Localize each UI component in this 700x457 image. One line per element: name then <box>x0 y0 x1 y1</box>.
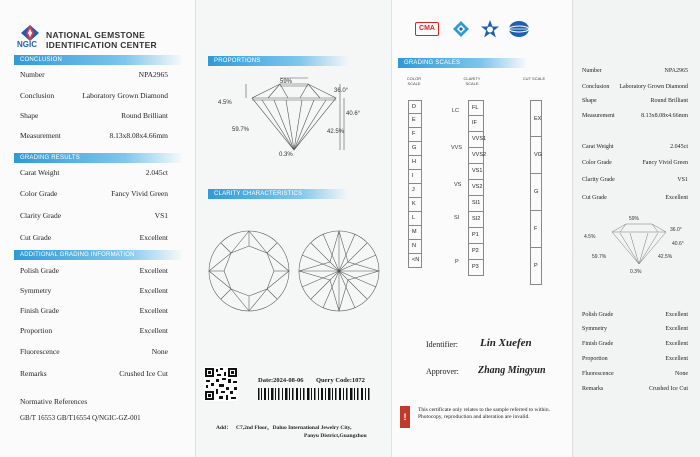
color-grade: H <box>408 156 422 170</box>
additional-row: Finish Grade Excellent <box>20 306 168 315</box>
cma-badge: CMA <box>415 22 439 36</box>
conclusion-row: Shape Round Brilliant <box>20 111 168 120</box>
clarity-grade: P1 <box>468 228 484 244</box>
color-grade: M <box>408 226 422 240</box>
additional-row: Proportion Excellent <box>20 326 168 335</box>
grading-row: Color Grade Fancy Vivid Green <box>20 189 168 198</box>
cut-grade: F <box>530 211 542 248</box>
summary-row: Remarks Crushed Ice Cut <box>582 386 688 392</box>
address-line1: C7,2nd Floor，Daluo International Jewelry City, <box>236 425 352 431</box>
accreditation-globe-icon <box>508 20 530 38</box>
summary-card-panel <box>574 0 700 457</box>
color-grade: K <box>408 198 422 212</box>
cut-scale-heading: CUT SCALE <box>522 76 546 81</box>
color-grade: G <box>408 142 422 156</box>
conclusion-row: Conclusion Laboratory Grown Diamond <box>20 91 168 100</box>
summary-row: Cut Grade Excellent <box>582 195 688 201</box>
additional-row: Polish Grade Excellent <box>20 266 168 275</box>
culet-label: 0.3% <box>279 152 293 158</box>
cut-grade: G <box>530 174 542 211</box>
color-grade: I <box>408 170 422 184</box>
address-label: Add： <box>216 425 232 431</box>
approver-signature: Zhang Mingyun <box>478 365 546 376</box>
clarity-grade: FL <box>468 100 484 116</box>
conclusion-row: Number NPA2965 <box>20 70 168 79</box>
normative-refs: GB/T 16553 GB/T16554 Q/NGIC-GZ-001 <box>20 414 141 422</box>
logo-text: NGIC <box>17 40 37 49</box>
proportions-panel <box>196 0 392 457</box>
section-conclusion: CONCLUSION <box>14 55 184 65</box>
clarity-grade: VS1 <box>468 164 484 180</box>
color-scale <box>408 100 422 268</box>
section-grading-scales: GRADING SCALES <box>398 58 528 68</box>
additional-row: Symmetry Excellent <box>20 286 168 295</box>
pavilion-angle-label: 40.6° <box>346 111 361 117</box>
notice-text: This certificate only relates to the sample referred to within. Photocopy, reproduction and alteration are invalid. <box>418 407 550 420</box>
crown-angle-label: 36.0° <box>334 88 349 94</box>
total-depth-label: 59.7% <box>232 127 250 133</box>
clarity-group: LC <box>452 108 460 114</box>
crown-plot-diagram <box>206 228 292 314</box>
color-grade: J <box>408 184 422 198</box>
mini-crown-angle-label: 36.0° <box>670 227 682 233</box>
cut-grade: EX <box>530 100 542 137</box>
additional-row: Remarks Crushed Ice Cut <box>20 369 168 378</box>
clarity-group: P <box>455 259 459 265</box>
certificate-front-panel <box>0 0 196 457</box>
report-date: Date:2024-08-06 <box>258 377 304 384</box>
color-grade: <N <box>408 254 422 268</box>
section-grading-results: GRADING RESULTS <box>14 153 184 163</box>
normative-title: Normative References <box>20 397 88 406</box>
accreditation-star-icon <box>480 19 500 39</box>
mini-pavilion-depth-label: 42.5% <box>658 254 673 260</box>
grading-row: Carat Weight 2.045ct <box>20 168 168 177</box>
section-clarity: CLARITY CHARACTERISTICS <box>208 189 348 199</box>
section-proportions: PROPORTIONS <box>208 56 348 66</box>
summary-row: Carat Weight 2.045ct <box>582 144 688 150</box>
color-grade: N <box>408 240 422 254</box>
summary-row: Measurement 8.13x8.08x4.66mm <box>582 113 688 119</box>
grading-row: Clarity Grade VS1 <box>20 211 168 220</box>
summary-row: Finish Grade Excellent <box>582 341 688 347</box>
diamond-profile-diagram <box>210 70 380 165</box>
color-scale-heading: COLOR SCALE <box>406 76 422 86</box>
color-grade: L <box>408 212 422 226</box>
address-line2: Panyu District,Guangzhou <box>304 433 367 439</box>
accreditation-diamond-icon <box>452 20 470 38</box>
barcode-icon <box>258 388 370 400</box>
warning-icon: ! <box>400 406 410 428</box>
pavilion-depth-label: 42.5% <box>327 129 345 135</box>
clarity-grade: P2 <box>468 244 484 260</box>
identifier-signature: Lin Xuefen <box>480 337 532 349</box>
mini-pavilion-angle-label: 40.6° <box>672 241 684 247</box>
clarity-grade: VVS2 <box>468 148 484 164</box>
clarity-grade: SI2 <box>468 212 484 228</box>
clarity-group: VS <box>454 182 462 188</box>
mini-table-label: 59% <box>629 216 640 222</box>
additional-row: Fluorescence None <box>20 347 168 356</box>
pavilion-plot-diagram <box>296 228 382 314</box>
color-grade: F <box>408 128 422 142</box>
mini-culet-label: 0.3% <box>630 269 642 275</box>
query-code: Query Code:1072 <box>316 377 365 384</box>
cut-scale <box>530 100 542 285</box>
mini-crown-height-label: 4.5% <box>584 234 596 240</box>
cut-grade: VG <box>530 137 542 174</box>
clarity-scale-heading: CLARITY SCALE <box>463 76 481 86</box>
summary-row: Number NPA2965 <box>582 68 688 74</box>
summary-row: Shape Round Brilliant <box>582 98 688 104</box>
clarity-group: SI <box>454 215 460 221</box>
color-grade: D <box>408 100 422 114</box>
summary-row: Clarity Grade VS1 <box>582 177 688 183</box>
mini-diamond-profile <box>604 218 674 270</box>
color-grade: E <box>408 114 422 128</box>
approver-label: Approver: <box>426 367 459 376</box>
summary-row: Color Grade Fancy Vivid Green <box>582 160 688 166</box>
grading-row: Cut Grade Excellent <box>20 233 168 242</box>
clarity-grade: VVS1 <box>468 132 484 148</box>
mini-total-depth-label: 59.7% <box>592 254 607 260</box>
clarity-grade: SI1 <box>468 196 484 212</box>
summary-row: Polish Grade Excellent <box>582 312 688 318</box>
table-label: 59% <box>280 79 293 85</box>
clarity-group: VVS <box>451 145 463 151</box>
clarity-grade: VS2 <box>468 180 484 196</box>
summary-row: Conclusion Laboratory Grown Diamond <box>582 84 688 90</box>
summary-row: Proportion Excellent <box>582 356 688 362</box>
section-additional: ADDITIONAL GRADING INFORMATION <box>14 250 184 260</box>
conclusion-row: Measurement 8.13x8.08x4.66mm <box>20 131 168 140</box>
clarity-scale <box>468 100 487 276</box>
summary-row: Symmetry Excellent <box>582 326 688 332</box>
crown-height-label: 4.5% <box>218 100 232 106</box>
org-name: NATIONAL GEMSTONE IDENTIFICATION CENTER <box>46 30 157 50</box>
cut-grade: P <box>530 248 542 285</box>
grading-scales-panel <box>392 0 572 457</box>
qr-code-icon <box>204 367 238 401</box>
summary-row: Fluorescence None <box>582 371 688 377</box>
identifier-label: Identifier: <box>426 340 458 349</box>
clarity-grade: P3 <box>468 260 484 276</box>
clarity-grade: IF <box>468 116 484 132</box>
